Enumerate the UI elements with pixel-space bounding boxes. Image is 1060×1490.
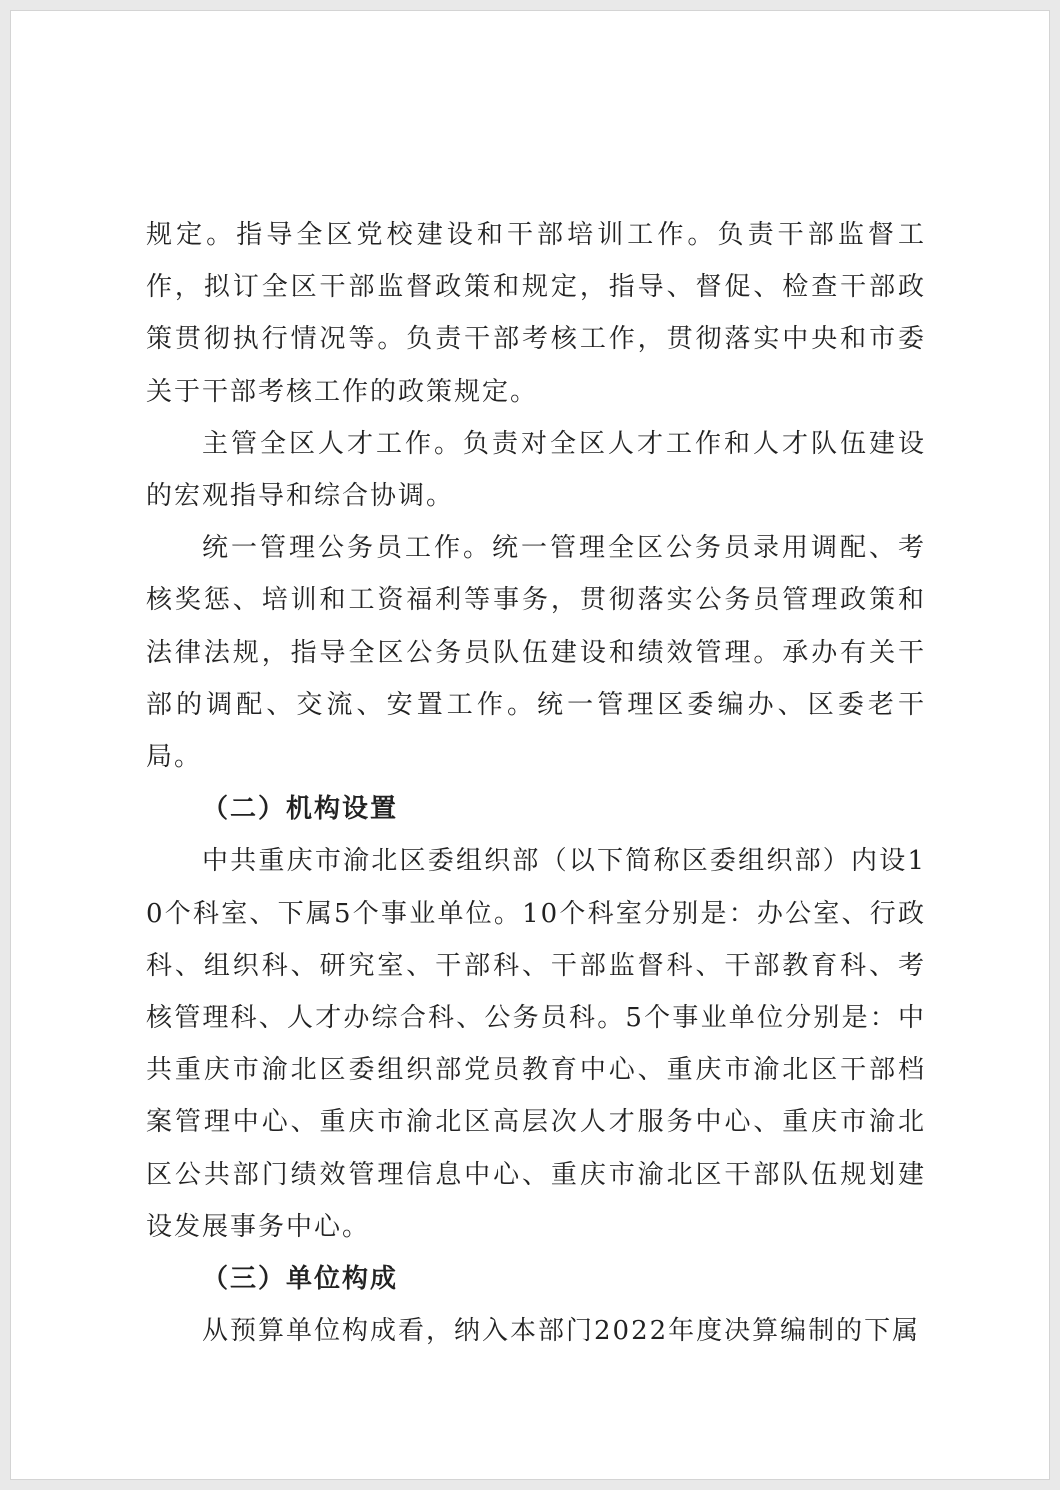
paragraph-institution-setup: 中共重庆市渝北区委组织部（以下简称区委组织部）内设10个科室、下属5个事业单位。10个科室分别是：办公室、行政科、组织科、研究室、干部科、干部监督科、干部教育科、考核管理科、人才办综合科、公务员科。5个事业单位分别是：中共重庆市渝北区委组织部党员教育中心、重庆市渝北区干部档案管理中心、重庆市渝北区高层次人才服务中心、重庆市渝北区公共部门绩效管理信息中心、重庆市渝北区干部队伍规划建设发展事务中心。 [146, 846, 926, 1242]
paragraph-unit-composition: 从预算单位构成看，纳入本部门2022年度决算编制的下属 [202, 1316, 921, 1347]
document-page [10, 10, 1050, 1480]
paragraph-cadre-supervision: 规定。指导全区党校建设和干部培训工作。负责干部监督工作，拟订全区干部监督政策和规定，指导、督促、检查干部政策贯彻执行情况等。负责干部考核工作，贯彻落实中央和市委关于干部考核工作的政策规定。 [146, 220, 926, 407]
section-heading-institution-setup: （二）机构设置 [202, 794, 399, 825]
document-body [146, 209, 926, 1357]
paragraph-talent-work: 主管全区人才工作。负责对全区人才工作和人才队伍建设的宏观指导和综合协调。 [146, 428, 926, 512]
paragraph-civil-servant-management: 统一管理公务员工作。统一管理全区公务员录用调配、考核奖惩、培训和工资福利等事务，贯彻落实公务员管理政策和法律法规，指导全区公务员队伍建设和绩效管理。承办有关干部的调配、交流、安置工作。统一管理区委编办、区委老干局。 [146, 533, 926, 773]
section-heading-unit-composition: （三）单位构成 [202, 1264, 399, 1295]
